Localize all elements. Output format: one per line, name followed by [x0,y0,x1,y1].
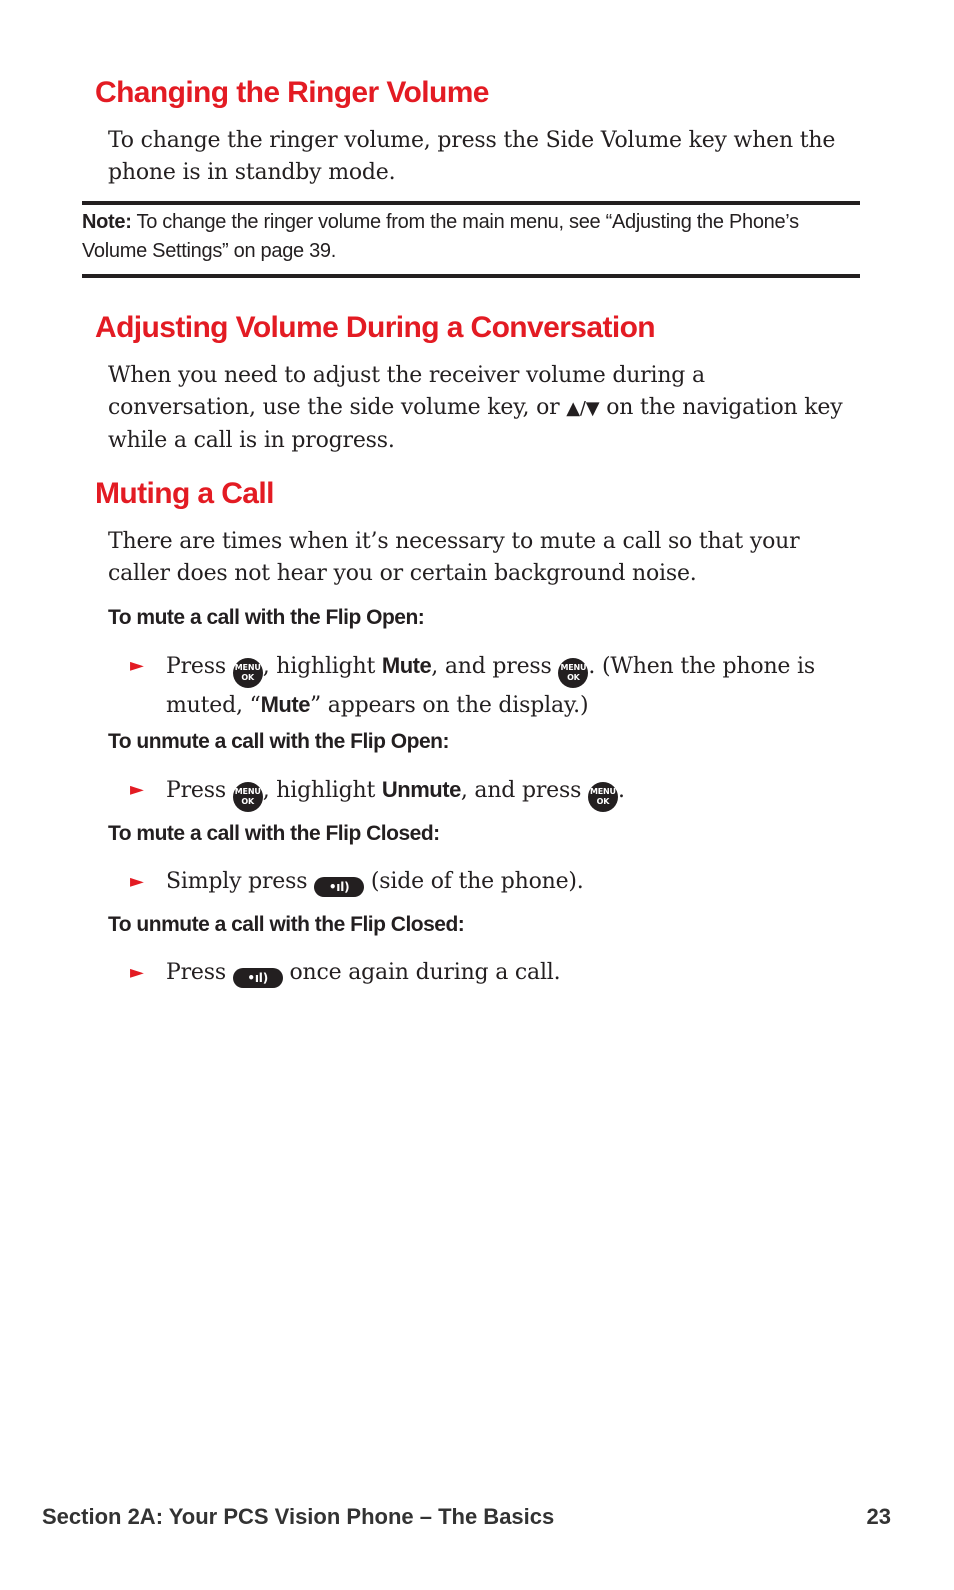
conversation-volume-text [108,360,858,457]
up-down-arrow-icon: ▲/▼ [566,398,600,419]
side-key-icon: •ıl) [314,877,364,897]
bullet-arrow-icon: ► [130,779,144,800]
footer-page-number: 23 [866,1504,891,1529]
subheading-mute-flip-open: To mute a call with the Flip Open: [108,606,425,629]
unmute-option-label: Unmute [381,777,461,802]
muting-intro-text: There are times when it’s necessary to mute a call so that your caller does not hear you or certain background noise. [108,529,800,586]
mute-option-label: Mute [381,653,432,678]
subheading-mute-flip-closed: To mute a call with the Flip Closed: [108,822,440,845]
note-text: To change the ringer volume from the main menu, see “Adjusting the Phone’s Volume Settings” on page 39. [82,211,799,262]
bullet-arrow-icon: ► [130,655,144,676]
subheading-unmute-flip-open: To unmute a call with the Flip Open: [108,730,449,753]
mute-display-label: Mute [260,692,310,717]
ringer-volume-text: To change the ringer volume, press the Side Volume key when the phone is in standby mode. [108,128,836,185]
footer-section-title: Section 2A: Your PCS Vision Phone – The Basics [42,1504,555,1529]
note-box [82,208,858,266]
heading-muting-call: Muting a Call [95,477,274,510]
note-top-rule [82,201,860,205]
step-unmute-flip-open: ► Press MENU OK , highlight Unmute, and press MENU OK . [130,773,830,812]
heading-conversation-volume: Adjusting Volume During a Conversation [95,311,656,344]
step-unmute-flip-closed: ► Press •ıl) once again during a call. [130,956,830,989]
subheading-unmute-flip-closed: To unmute a call with the Flip Closed: [108,913,465,936]
note-label: Note: [82,211,132,233]
step-mute-flip-open: ► Press MENU OK , highlight Mute, and press MENU OK . (When the phone is muted, “Mute” appears on the display.) [130,649,830,722]
heading-ringer-volume: Changing the Ringer Volume [95,76,489,109]
menu-ok-key-icon: MENU OK [233,782,263,812]
conversation-text-pre: When you need to adjust the receiver volume during a conversation, use the side volume key, or [108,363,705,420]
menu-ok-key-icon: MENU OK [233,658,263,688]
bullet-arrow-icon: ► [130,871,144,892]
conversation-text-post: on the navigation key while a call is in progress. [108,395,843,453]
side-key-icon: •ıl) [233,968,283,988]
step-mute-flip-closed: ► Simply press •ıl) (side of the phone). [130,865,830,898]
menu-ok-key-icon: MENU OK [558,658,588,688]
bullet-arrow-icon: ► [130,962,144,983]
note-bottom-rule [82,274,860,278]
menu-ok-key-icon: MENU OK [588,782,618,812]
